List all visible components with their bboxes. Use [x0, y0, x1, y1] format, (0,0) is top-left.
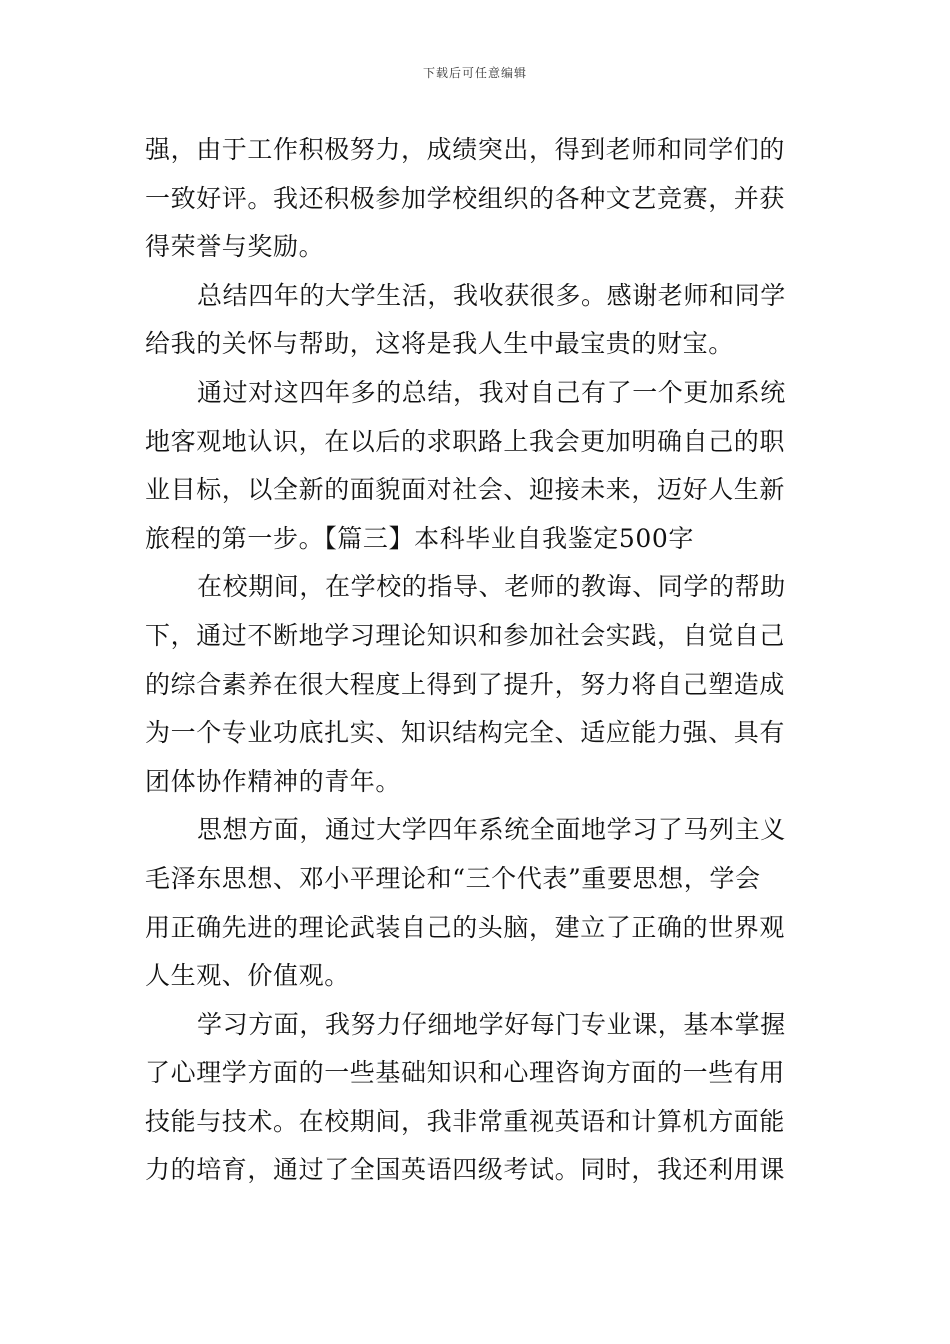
text-line: 毛泽东思想、邓小平理论和“三个代表”重要思想，学会 — [145, 863, 761, 893]
document-body — [145, 126, 807, 1195]
text-line: 得荣誉与奖励。 — [145, 232, 325, 262]
text-line: 通过对这四年多的总结，我对自己有了一个更加系统 — [197, 377, 786, 407]
text-line: 旅程的第一步。【篇三】本科毕业自我鉴定500字 — [145, 523, 695, 553]
header-note: 下载后可任意编辑 — [422, 66, 527, 80]
text-line: 了心理学方面的一些基础知识和心理咨询方面的一些有用 — [145, 1058, 786, 1088]
text-line: 人生观、价值观。 — [145, 961, 350, 991]
text-line: 在校期间，在学校的指导、老师的教诲、同学的帮助 — [197, 572, 786, 602]
text-line: 为一个专业功底扎实、知识结构完全、适应能力强、具有 — [145, 718, 786, 748]
text-line: 技能与技术。在校期间，我非常重视英语和计算机方面能 — [145, 1106, 786, 1136]
text-line: 下，通过不断地学习理论知识和参加社会实践，自觉自己 — [145, 620, 786, 650]
text-line: 力的培育，通过了全国英语四级考试。同时，我还利用课 — [145, 1155, 786, 1185]
text-line: 给我的关怀与帮助，这将是我人生中最宝贵的财宝。 — [145, 329, 734, 359]
text-line: 的综合素养在很大程度上得到了提升，努力将自己塑造成 — [145, 669, 786, 699]
text-line: 用正确先进的理论武装自己的头脑，建立了正确的世界观 — [145, 912, 786, 942]
text-line: 业目标，以全新的面貌面对社会、迎接未来，迈好人生新 — [145, 475, 786, 505]
text-line: 学习方面，我努力仔细地学好每门专业课，基本掌握 — [197, 1009, 786, 1039]
text-line: 思想方面，通过大学四年系统全面地学习了马列主义 — [197, 815, 786, 845]
text-line: 一致好评。我还积极参加学校组织的各种文艺竞赛，并获 — [145, 183, 786, 213]
text-line: 强，由于工作积极努力，成绩突出，得到老师和同学们的 — [145, 135, 786, 164]
text-line: 团体协作精神的青年。 — [145, 766, 402, 796]
text-line: 总结四年的大学生活，我收获很多。感谢老师和同学 — [197, 280, 786, 310]
text-line: 地客观地认识，在以后的求职路上我会更加明确自己的职 — [145, 426, 786, 456]
